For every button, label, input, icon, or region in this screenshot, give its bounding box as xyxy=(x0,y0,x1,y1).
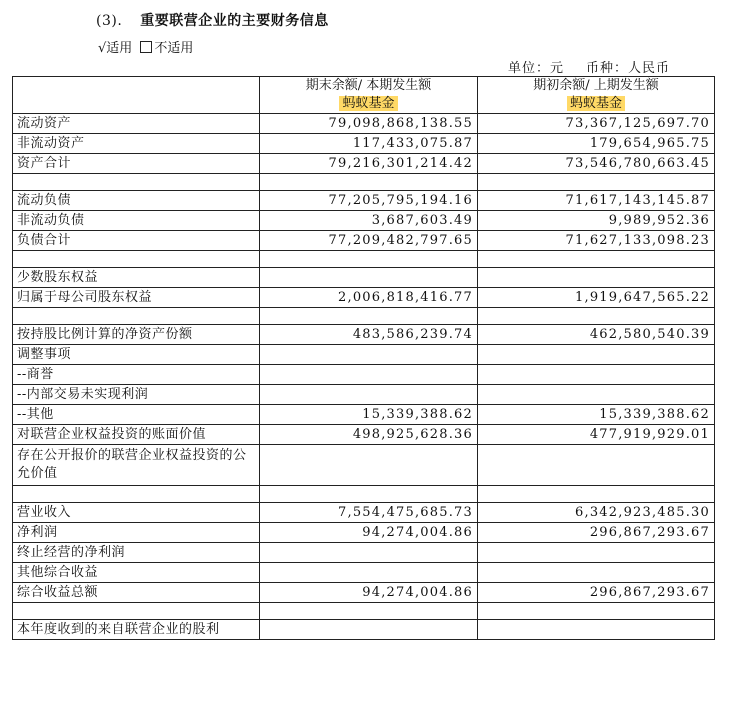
table-row xyxy=(13,191,715,211)
row-current-value: 117,433,075.87 xyxy=(260,134,478,154)
row-current-value: 79,216,301,214.42 xyxy=(260,154,478,174)
row-label-cell xyxy=(13,486,260,503)
row-current-value xyxy=(260,620,478,640)
unit-line xyxy=(508,57,674,76)
row-current-value xyxy=(260,174,478,191)
row-prior-value: 296,867,293.67 xyxy=(478,523,715,543)
section-heading xyxy=(96,10,329,30)
applicable-label: 适用 xyxy=(106,41,133,56)
row-label-cell: 调整事项 xyxy=(13,345,260,365)
row-label-cell: --其他 xyxy=(13,405,260,425)
row-prior-value: 296,867,293.67 xyxy=(478,583,715,603)
row-current-value: 15,339,388.62 xyxy=(260,405,478,425)
row-current-value: 498,925,628.36 xyxy=(260,425,478,445)
section-title: 重要联营企业的主要财务信息 xyxy=(140,13,329,29)
row-prior-value xyxy=(478,251,715,268)
table-row xyxy=(13,620,715,640)
row-label-cell: 按持股比例计算的净资产份额 xyxy=(13,325,260,345)
row-prior-value xyxy=(478,486,715,503)
row-prior-value: 71,627,133,098.23 xyxy=(478,231,715,251)
row-current-value: 94,274,004.86 xyxy=(260,523,478,543)
header-prior-cell xyxy=(478,77,715,114)
table-row xyxy=(13,523,715,543)
header-label-cell xyxy=(13,77,260,114)
row-current-value xyxy=(260,385,478,405)
table-header-row xyxy=(13,77,715,114)
row-label-cell: --商誉 xyxy=(13,365,260,385)
col-current-title: 期末余额/ 本期发生额 xyxy=(305,78,432,93)
row-current-value: 483,586,239.74 xyxy=(260,325,478,345)
row-label-cell xyxy=(13,308,260,325)
row-prior-value xyxy=(478,345,715,365)
row-label-cell: 资产合计 xyxy=(13,154,260,174)
row-label-cell xyxy=(13,603,260,620)
row-prior-value xyxy=(478,308,715,325)
row-current-value: 79,098,868,138.55 xyxy=(260,114,478,134)
row-prior-value: 15,339,388.62 xyxy=(478,405,715,425)
row-label-cell: 终止经营的净利润 xyxy=(13,543,260,563)
table-row xyxy=(13,365,715,385)
table-row xyxy=(13,231,715,251)
row-prior-value xyxy=(478,385,715,405)
row-current-value xyxy=(260,486,478,503)
row-prior-value: 477,919,929.01 xyxy=(478,425,715,445)
table-row xyxy=(13,563,715,583)
header-current-cell xyxy=(260,77,478,114)
row-current-value: 77,209,482,797.65 xyxy=(260,231,478,251)
row-prior-value: 6,342,923,485.30 xyxy=(478,503,715,523)
row-prior-value xyxy=(478,563,715,583)
row-label-cell: --内部交易未实现利润 xyxy=(13,385,260,405)
table-spacer-row xyxy=(13,486,715,503)
financial-info-table xyxy=(12,76,715,640)
table-row xyxy=(13,325,715,345)
row-current-value xyxy=(260,543,478,563)
currency-label: 币种：人民币 xyxy=(586,61,671,76)
row-current-value: 2,006,818,416.77 xyxy=(260,288,478,308)
row-current-value: 77,205,795,194.16 xyxy=(260,191,478,211)
row-prior-value: 71,617,143,145.87 xyxy=(478,191,715,211)
row-label-cell: 流动资产 xyxy=(13,114,260,134)
row-prior-value: 462,580,540.39 xyxy=(478,325,715,345)
table-row xyxy=(13,154,715,174)
row-label-cell: 非流动资产 xyxy=(13,134,260,154)
row-current-value: 7,554,475,685.73 xyxy=(260,503,478,523)
row-label-cell: 其他综合收益 xyxy=(13,563,260,583)
table-row xyxy=(13,268,715,288)
table-row xyxy=(13,134,715,154)
row-label-cell xyxy=(13,251,260,268)
row-current-value xyxy=(260,563,478,583)
row-prior-value xyxy=(478,365,715,385)
row-label-cell: 归属于母公司股东权益 xyxy=(13,288,260,308)
table-row xyxy=(13,445,715,486)
table-row xyxy=(13,345,715,365)
row-label-cell: 少数股东权益 xyxy=(13,268,260,288)
row-label-cell: 对联营企业权益投资的账面价值 xyxy=(13,425,260,445)
row-current-value xyxy=(260,268,478,288)
table-row xyxy=(13,114,715,134)
unit-label: 单位：元 xyxy=(508,61,565,76)
not-applicable-label: 不适用 xyxy=(154,41,194,56)
row-label-cell: 非流动负债 xyxy=(13,211,260,231)
row-label-cell: 综合收益总额 xyxy=(13,583,260,603)
table-row xyxy=(13,288,715,308)
row-current-value xyxy=(260,345,478,365)
row-prior-value xyxy=(478,445,715,486)
entity-name-prior: 蚂蚁基金 xyxy=(567,96,625,111)
applicable-indicator xyxy=(98,37,193,56)
table-row xyxy=(13,385,715,405)
row-label-cell: 负债合计 xyxy=(13,231,260,251)
table-row xyxy=(13,211,715,231)
row-current-value xyxy=(260,251,478,268)
row-current-value xyxy=(260,445,478,486)
row-label-cell xyxy=(13,174,260,191)
row-current-value xyxy=(260,365,478,385)
row-current-value: 3,687,603.49 xyxy=(260,211,478,231)
section-number: (3). xyxy=(96,13,123,29)
row-prior-value xyxy=(478,268,715,288)
empty-checkbox-icon xyxy=(140,41,152,53)
row-current-value: 94,274,004.86 xyxy=(260,583,478,603)
row-current-value xyxy=(260,603,478,620)
row-label-cell: 流动负债 xyxy=(13,191,260,211)
entity-name-current: 蚂蚁基金 xyxy=(339,96,397,111)
table-row xyxy=(13,503,715,523)
table-row xyxy=(13,425,715,445)
row-prior-value xyxy=(478,620,715,640)
table-spacer-row xyxy=(13,174,715,191)
row-current-value xyxy=(260,308,478,325)
table-row xyxy=(13,543,715,563)
table-spacer-row xyxy=(13,603,715,620)
row-prior-value: 9,989,952.36 xyxy=(478,211,715,231)
row-label-cell: 净利润 xyxy=(13,523,260,543)
row-prior-value: 179,654,965.75 xyxy=(478,134,715,154)
row-label-cell: 本年度收到的来自联营企业的股利 xyxy=(13,620,260,640)
check-mark-icon: √ xyxy=(98,41,107,56)
table-row xyxy=(13,405,715,425)
table-spacer-row xyxy=(13,251,715,268)
row-prior-value xyxy=(478,543,715,563)
table-row xyxy=(13,583,715,603)
row-label-cell: 营业收入 xyxy=(13,503,260,523)
table-spacer-row xyxy=(13,308,715,325)
row-prior-value: 73,367,125,697.70 xyxy=(478,114,715,134)
row-prior-value xyxy=(478,174,715,191)
row-prior-value: 1,919,647,565.22 xyxy=(478,288,715,308)
col-prior-title: 期初余额/ 上期发生额 xyxy=(533,78,659,93)
row-label-cell: 存在公开报价的联营企业权益投资的公允价值 xyxy=(13,445,260,486)
row-prior-value: 73,546,780,663.45 xyxy=(478,154,715,174)
row-prior-value xyxy=(478,603,715,620)
